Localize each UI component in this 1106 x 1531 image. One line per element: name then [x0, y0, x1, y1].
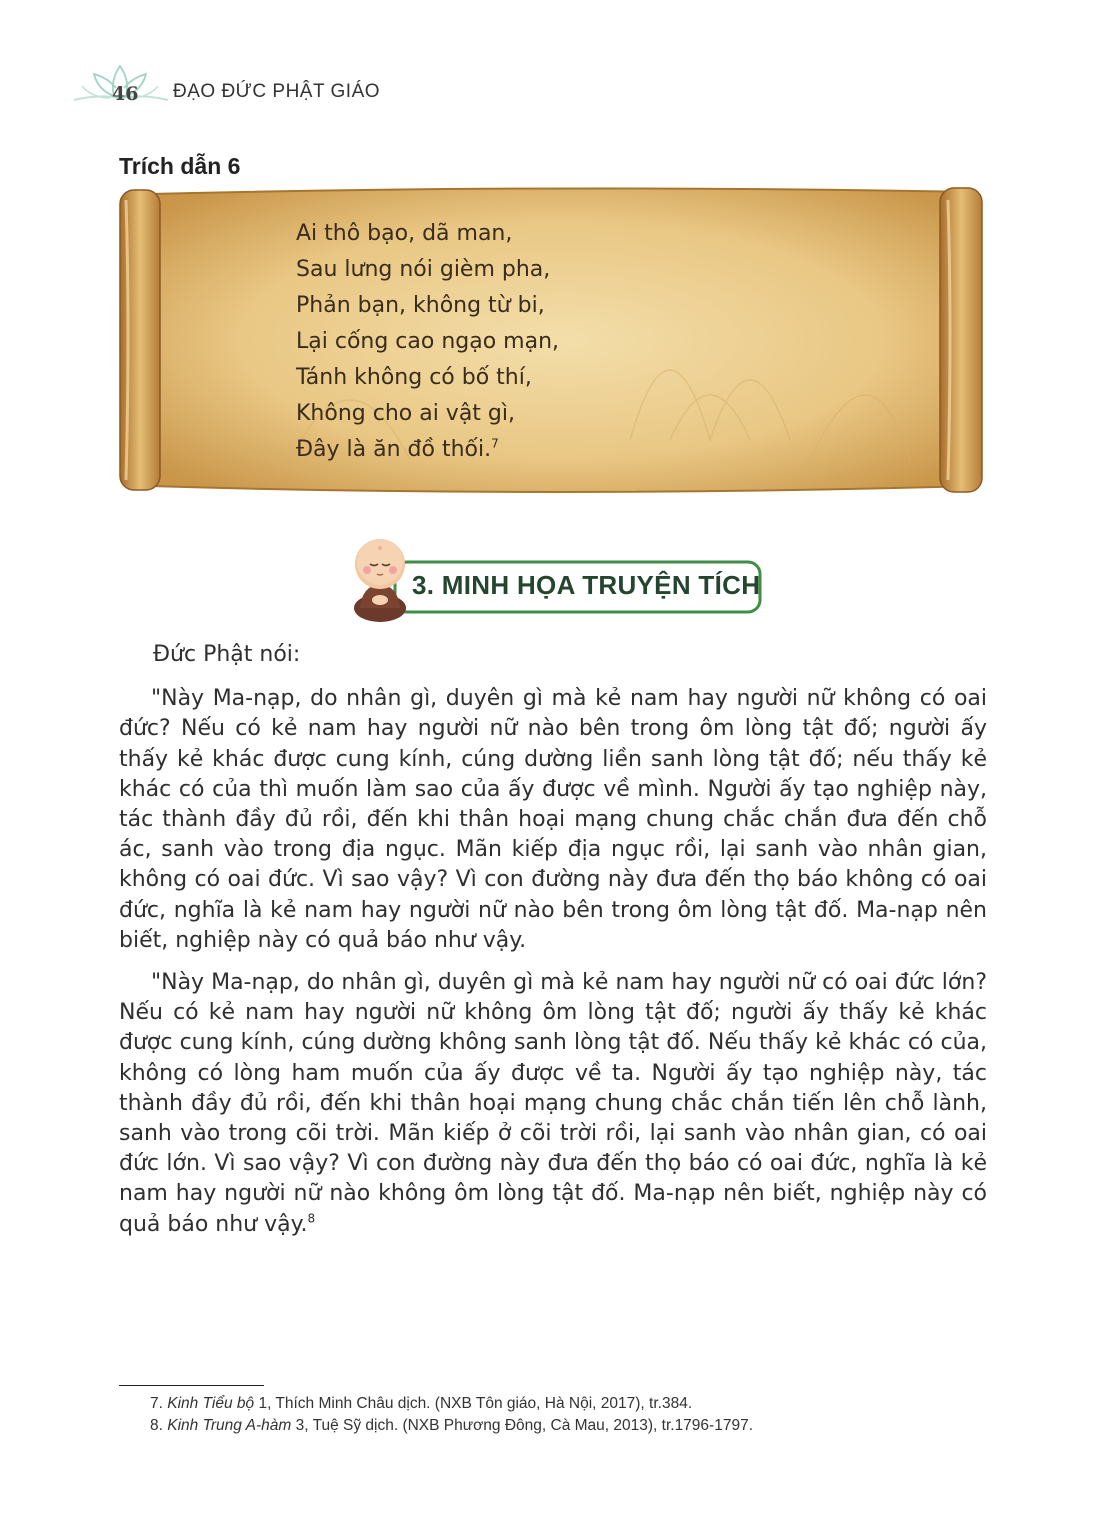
story-paragraph-container — [119, 968, 987, 1240]
footnote-text: 3, Tuệ Sỹ dịch. (NXB Phương Đông, Cà Mau, 2013), tr.1796-1797. — [291, 1417, 753, 1434]
footnote-number: 7. — [150, 1395, 163, 1412]
poem-line: Không cho ai vật gì, — [296, 401, 516, 426]
footnote-ref: 7 — [491, 436, 499, 451]
page-header — [70, 60, 490, 112]
poem-line: Phản bạn, không từ bi, — [296, 293, 545, 318]
footnotes — [150, 1393, 753, 1437]
poem-line: Tánh không có bố thí, — [296, 365, 532, 390]
story-paragraph: "Này Ma-nạp, do nhân gì, duyên gì mà kẻ nam hay người nữ không có oai đức? Nếu có kẻ nam hay người nữ nào bên trong ôm lòng tật đố; người ấy thấy kẻ khác được cung kính, cúng dường liền sanh lòng tật đố; nếu thấy kẻ khác có của thì muốn làm sao của ấy được về mình. Người ấy tạo nghiệp này, tác thành đầy đủ rồi, đến khi thân hoại mạng chung chắc chắn đưa đến chỗ ác, sanh vào trong địa ngục. Mãn kiếp địa ngục rồi, lại sanh vào nhân gian, không có oai đức. Vì sao vậy? Vì con đường này đưa đến thọ báo không có oai đức, nghĩa là kẻ nam hay người nữ nào bên trong ôm lòng tật đố. Ma-nạp nên biết, nghiệp này có quả báo như vậy. — [119, 686, 987, 953]
footnote-ref: 8 — [307, 1211, 316, 1226]
story-paragraph: "Này Ma-nạp, do nhân gì, duyên gì mà kẻ nam hay người nữ có oai đức lớn? Nếu có kẻ nam hay người nữ không ôm lòng tật đố; người ấy thấy kẻ khác được cung kính, cúng dường không sanh lòng tật đố. Nếu thấy kẻ khác có của, không có lòng ham muốn của ấy được về ta. Người ấy tạo nghiệp này, tác thành đầy đủ rồi, đến khi thân hoại mạng chung chắc chắn tiến lên chỗ lành, sanh vào trong cõi trời. Mãn kiếp ở cõi trời rồi, lại sanh vào nhân gian, có oai đức lớn. Vì sao vậy? Vì con đường này đưa đến thọ báo có oai đức, nghĩa là kẻ nam hay người nữ nào không ôm lòng tật đố. Ma-nạp nên biết, nghiệp này có quả báo như vậy. — [119, 970, 987, 1237]
monk-icon — [354, 539, 406, 622]
poem-line: Đây là ăn đồ thối. — [296, 437, 492, 462]
poem-last-line — [296, 432, 559, 468]
footnote — [150, 1415, 753, 1437]
footnote-title: Kinh Trung A-hàm — [167, 1417, 292, 1434]
parchment-scroll — [110, 180, 990, 500]
story-lead: Đức Phật nói: — [153, 642, 301, 667]
page-number: 46 — [112, 83, 139, 105]
section-heading — [340, 530, 770, 630]
book-title: ĐẠO ĐỨC PHẬT GIÁO — [173, 81, 381, 102]
footnote — [150, 1393, 753, 1415]
footnote-title: Kinh Tiểu bộ — [167, 1395, 255, 1412]
poem-line: Sau lưng nói gièm pha, — [296, 257, 551, 282]
footnote-number: 8. — [150, 1417, 163, 1434]
footnote-text: 1, Thích Minh Châu dịch. (NXB Tôn giáo, Hà Nội, 2017), tr.384. — [254, 1395, 693, 1412]
poem — [296, 216, 559, 468]
poem-line: Lại cống cao ngạo mạn, — [296, 329, 560, 354]
story-body — [119, 640, 987, 1240]
footnote-divider — [119, 1385, 264, 1386]
section-title: 3. MINH HỌA TRUYỆN TÍCH — [412, 570, 761, 600]
poem-line: Ai thô bạo, dã man, — [296, 221, 513, 246]
quote-title: Trích dẫn 6 — [119, 153, 241, 179]
